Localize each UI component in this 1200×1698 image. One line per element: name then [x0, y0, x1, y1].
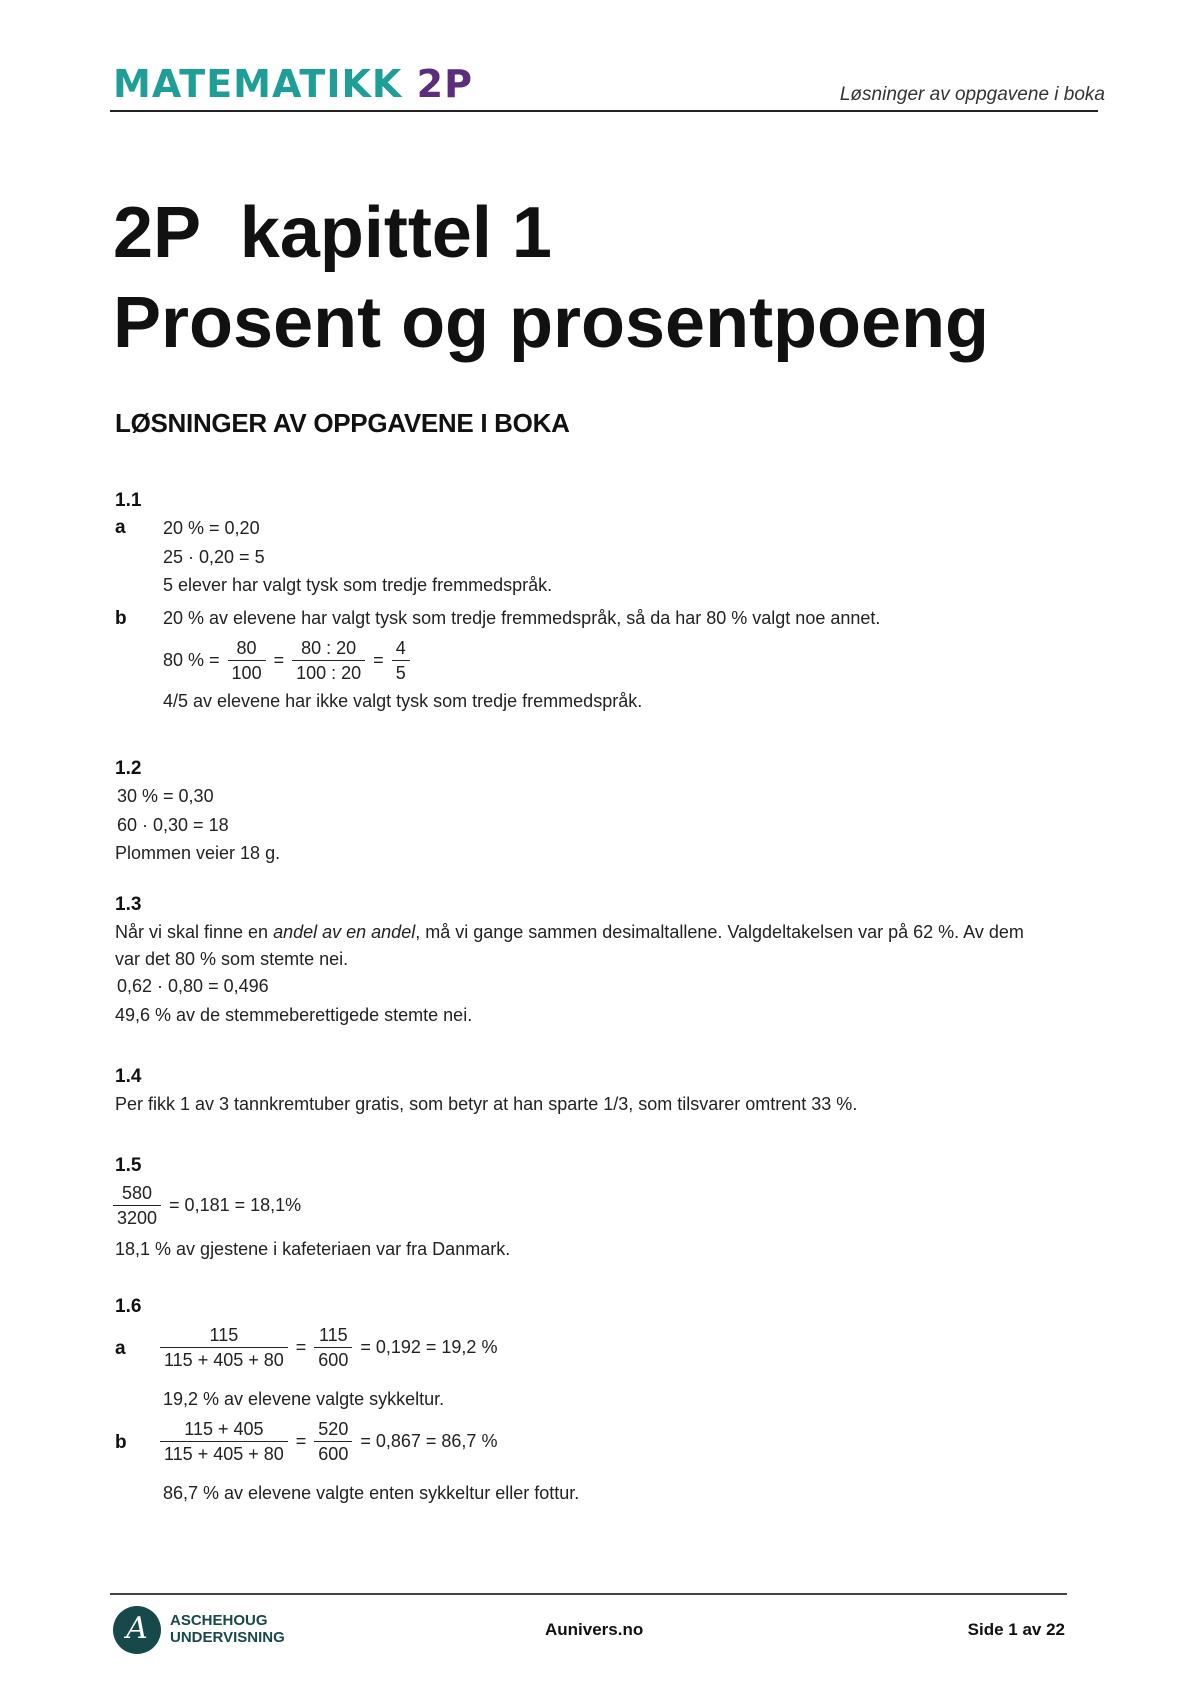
line: 4/5 av elevene har ikke valgt tysk som tredje fremmedspråk. — [163, 691, 643, 711]
numerator: 520 — [314, 1417, 352, 1442]
fraction — [228, 636, 266, 685]
text: Når vi skal finne en — [115, 922, 274, 942]
line: 60 · 0,30 = 18 — [117, 815, 229, 835]
task-number-1-3: 1.3 — [115, 894, 142, 915]
task-number-1-5: 1.5 — [115, 1155, 142, 1176]
sub-label-a: a — [115, 517, 126, 538]
logo-level: 2P — [416, 62, 473, 106]
sub-label-a: a — [115, 1338, 126, 1359]
equals-sign: = — [295, 1431, 307, 1451]
fraction — [314, 1323, 352, 1372]
denominator: 5 — [395, 663, 406, 683]
emphasis: andel av en andel — [273, 922, 416, 942]
section-heading: LØSNINGER AV OPPGAVENE I BOKA — [115, 408, 570, 438]
publisher-name — [170, 1612, 285, 1646]
sub-label-b: b — [115, 1432, 127, 1453]
website-link[interactable]: Aunivers.no — [545, 1620, 644, 1639]
line: 86,7 % av elevene valgte enten sykkeltur eller fottur. — [163, 1483, 580, 1503]
denominator: 100 : 20 — [296, 663, 362, 683]
fraction — [113, 1181, 161, 1230]
aschehoug-logo-icon: A — [113, 1606, 161, 1654]
line: 19,2 % av elevene valgte sykkeltur. — [163, 1389, 445, 1409]
fraction-equation — [160, 1417, 497, 1466]
page-number: Side 1 av 22 — [967, 1620, 1065, 1639]
matematikk-2p-logo — [113, 62, 473, 106]
numerator: 115 — [314, 1323, 352, 1348]
numerator: 115 + 405 — [160, 1417, 288, 1442]
title-line-1: 2P kapittel 1 — [113, 193, 552, 273]
line: Plommen veier 18 g. — [115, 843, 281, 863]
line: 5 elever har valgt tysk som tredje fremmedspråk. — [163, 575, 553, 595]
task-number-1-6: 1.6 — [115, 1296, 142, 1317]
line: 49,6 % av de stemmeberettigede stemte nei. — [115, 1005, 473, 1025]
line: 20 % = 0,20 — [163, 518, 260, 538]
line: Per fikk 1 av 3 tannkremtuber gratis, som betyr at han sparte 1/3, som tilsvarer omtrent 33 %. — [115, 1094, 858, 1114]
sub-label-b: b — [115, 608, 127, 629]
task-number-1-2: 1.2 — [115, 758, 142, 779]
line: var det 80 % som stemte nei. — [115, 949, 349, 969]
line: 0,62 · 0,80 = 0,496 — [117, 976, 269, 996]
eq-rhs: = 0,192 = 19,2 % — [360, 1337, 498, 1357]
numerator: 115 — [160, 1323, 288, 1348]
fraction — [314, 1417, 352, 1466]
eq-lhs: 80 % = — [163, 650, 220, 670]
line: 25 · 0,20 = 5 — [163, 547, 265, 567]
title-line-2: Prosent og prosentpoeng — [113, 283, 990, 363]
numerator: 580 — [113, 1181, 161, 1206]
fraction — [392, 636, 410, 685]
denominator: 115 + 405 + 80 — [164, 1444, 284, 1464]
text: , må vi gange sammen desimaltallene. Valgdeltakelsen var på 62 %. Av dem — [415, 922, 1024, 942]
publisher-line-1: ASCHEHOUG — [170, 1612, 268, 1629]
line: 20 % av elevene har valgt tysk som tredje fremmedspråk, så da har 80 % valgt noe annet. — [163, 608, 881, 628]
logo-text: MATEMATIKK — [113, 62, 403, 106]
fraction — [160, 1417, 288, 1466]
line: 18,1 % av gjestene i kafeteriaen var fra Danmark. — [115, 1239, 511, 1259]
equals-sign: = — [273, 650, 285, 670]
header-divider — [110, 110, 1098, 112]
page-title — [113, 188, 989, 368]
eq-rhs: = 0,181 = 18,1% — [169, 1195, 302, 1215]
numerator: 80 : 20 — [292, 636, 365, 661]
footer-divider — [110, 1593, 1067, 1595]
publisher-line-2: UNDERVISNING — [170, 1629, 285, 1646]
equals-sign: = — [295, 1337, 307, 1357]
denominator: 100 — [231, 663, 262, 683]
task-number-1-1: 1.1 — [115, 490, 142, 511]
numerator: 4 — [392, 636, 410, 661]
header-caption: Løsninger av oppgavene i boka — [839, 84, 1105, 105]
fraction-equation — [113, 1181, 301, 1230]
denominator: 115 + 405 + 80 — [164, 1350, 284, 1370]
line: 30 % = 0,30 — [117, 786, 214, 806]
line — [115, 922, 1024, 943]
equals-sign: = — [373, 650, 384, 670]
denominator: 3200 — [117, 1208, 158, 1228]
task-number-1-4: 1.4 — [115, 1066, 142, 1087]
eq-rhs: = 0,867 = 86,7 % — [360, 1431, 498, 1451]
fraction — [160, 1323, 288, 1372]
denominator: 600 — [318, 1350, 349, 1370]
denominator: 600 — [318, 1444, 349, 1464]
fraction — [292, 636, 365, 685]
fraction-equation — [163, 636, 410, 685]
fraction-equation — [160, 1323, 497, 1372]
numerator: 80 — [228, 636, 266, 661]
